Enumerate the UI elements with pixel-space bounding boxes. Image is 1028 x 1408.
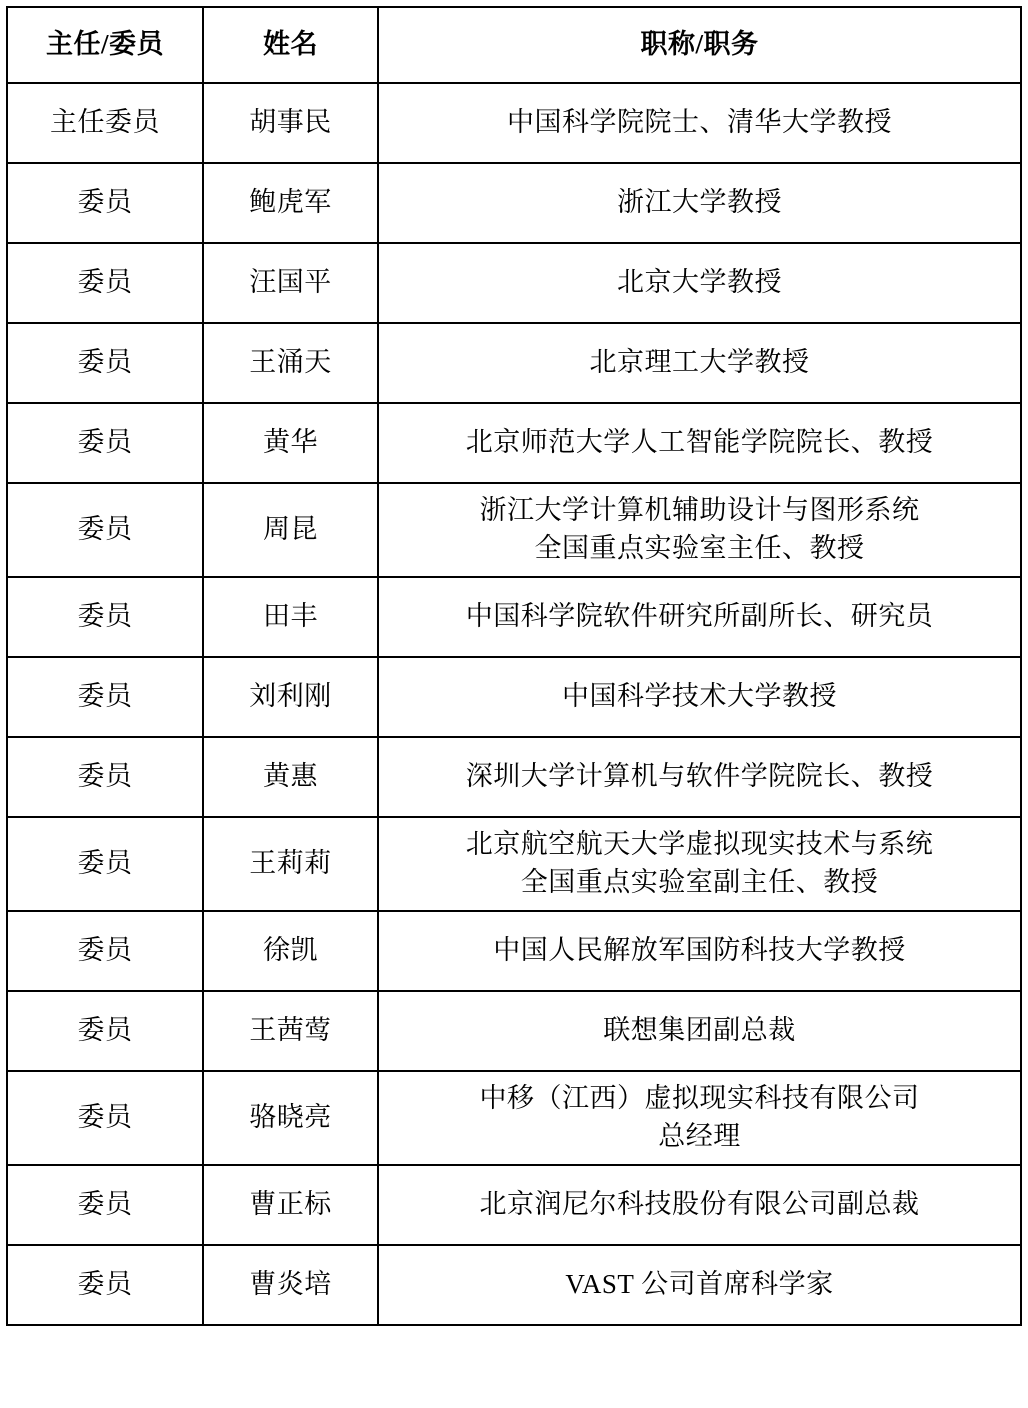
cell-title — [378, 83, 1021, 163]
cell-title — [378, 1165, 1021, 1245]
cell-role: 委员 — [7, 657, 203, 737]
table-row — [7, 1165, 1021, 1245]
cell-title-line: 联想集团副总裁 — [603, 1015, 796, 1046]
cell-title — [378, 323, 1021, 403]
cell-title-line: 全国重点实验室主任、教授 — [534, 533, 865, 563]
cell-title-line: 全国重点实验室副主任、教授 — [520, 867, 879, 897]
cell-title-line: 北京大学教授 — [617, 267, 782, 298]
cell-title — [378, 483, 1021, 577]
table-row — [7, 911, 1021, 991]
cell-name: 王茜莺 — [203, 991, 378, 1071]
cell-title-line: 中国科学技术大学教授 — [562, 681, 837, 712]
cell-title-line: VAST 公司首席科学家 — [565, 1269, 834, 1300]
cell-title — [378, 657, 1021, 737]
cell-title-line: 中国科学院软件研究所副所长、研究员 — [465, 601, 934, 632]
cell-role: 委员 — [7, 991, 203, 1071]
cell-title — [378, 1071, 1021, 1165]
table-row — [7, 483, 1021, 577]
cell-role: 委员 — [7, 323, 203, 403]
cell-title — [378, 817, 1021, 911]
cell-name: 汪国平 — [203, 243, 378, 323]
cell-title-line: 中移（江西）虚拟现实科技有限公司 — [479, 1083, 920, 1114]
cell-title — [378, 163, 1021, 243]
cell-name: 骆晓亮 — [203, 1071, 378, 1165]
table-header — [7, 7, 1021, 83]
cell-role: 委员 — [7, 483, 203, 577]
cell-name: 曹正标 — [203, 1165, 378, 1245]
table-row — [7, 83, 1021, 163]
table-row — [7, 403, 1021, 483]
cell-role: 委员 — [7, 817, 203, 911]
cell-title — [378, 991, 1021, 1071]
cell-name: 黄华 — [203, 403, 378, 483]
cell-name: 王莉莉 — [203, 817, 378, 911]
table-row — [7, 991, 1021, 1071]
cell-title-line: 北京理工大学教授 — [589, 347, 810, 378]
cell-name: 田丰 — [203, 577, 378, 657]
table-row — [7, 737, 1021, 817]
cell-title-line: 北京航空航天大学虚拟现实技术与系统 — [465, 829, 934, 860]
cell-title-line: 浙江大学计算机辅助设计与图形系统 — [479, 495, 920, 526]
table-row — [7, 243, 1021, 323]
table-row — [7, 657, 1021, 737]
cell-title — [378, 403, 1021, 483]
table-row — [7, 163, 1021, 243]
column-header-title: 职称/职务 — [378, 7, 1021, 83]
cell-name: 黄惠 — [203, 737, 378, 817]
cell-role: 委员 — [7, 1245, 203, 1325]
table-row — [7, 323, 1021, 403]
cell-name: 周昆 — [203, 483, 378, 577]
cell-name: 刘利刚 — [203, 657, 378, 737]
table-row — [7, 817, 1021, 911]
cell-name: 胡事民 — [203, 83, 378, 163]
cell-title — [378, 1245, 1021, 1325]
cell-name: 王涌天 — [203, 323, 378, 403]
cell-name: 徐凯 — [203, 911, 378, 991]
cell-title-line: 中国人民解放军国防科技大学教授 — [493, 935, 906, 966]
cell-role: 委员 — [7, 577, 203, 657]
column-header-name: 姓名 — [203, 7, 378, 83]
cell-title — [378, 577, 1021, 657]
cell-name: 曹炎培 — [203, 1245, 378, 1325]
cell-name: 鲍虎军 — [203, 163, 378, 243]
cell-title-line: 北京师范大学人工智能学院院长、教授 — [465, 427, 934, 458]
cell-role: 委员 — [7, 243, 203, 323]
cell-title-line: 深圳大学计算机与软件学院院长、教授 — [465, 761, 934, 792]
cell-title — [378, 911, 1021, 991]
cell-title-line: 浙江大学教授 — [617, 187, 782, 218]
cell-role: 委员 — [7, 737, 203, 817]
cell-role: 委员 — [7, 1165, 203, 1245]
cell-role: 委员 — [7, 911, 203, 991]
table-body — [7, 83, 1021, 1325]
table-row — [7, 1071, 1021, 1165]
cell-title — [378, 243, 1021, 323]
cell-role: 委员 — [7, 403, 203, 483]
committee-table — [6, 6, 1022, 1326]
cell-title-line: 中国科学院院士、清华大学教授 — [507, 107, 892, 138]
cell-role: 委员 — [7, 163, 203, 243]
column-header-role: 主任/委员 — [7, 7, 203, 83]
cell-title — [378, 737, 1021, 817]
table-row — [7, 577, 1021, 657]
cell-role: 委员 — [7, 1071, 203, 1165]
cell-role: 主任委员 — [7, 83, 203, 163]
cell-title-line: 总经理 — [658, 1121, 741, 1151]
table-header-row — [7, 7, 1021, 83]
table-row — [7, 1245, 1021, 1325]
cell-title-line: 北京润尼尔科技股份有限公司副总裁 — [479, 1189, 920, 1220]
